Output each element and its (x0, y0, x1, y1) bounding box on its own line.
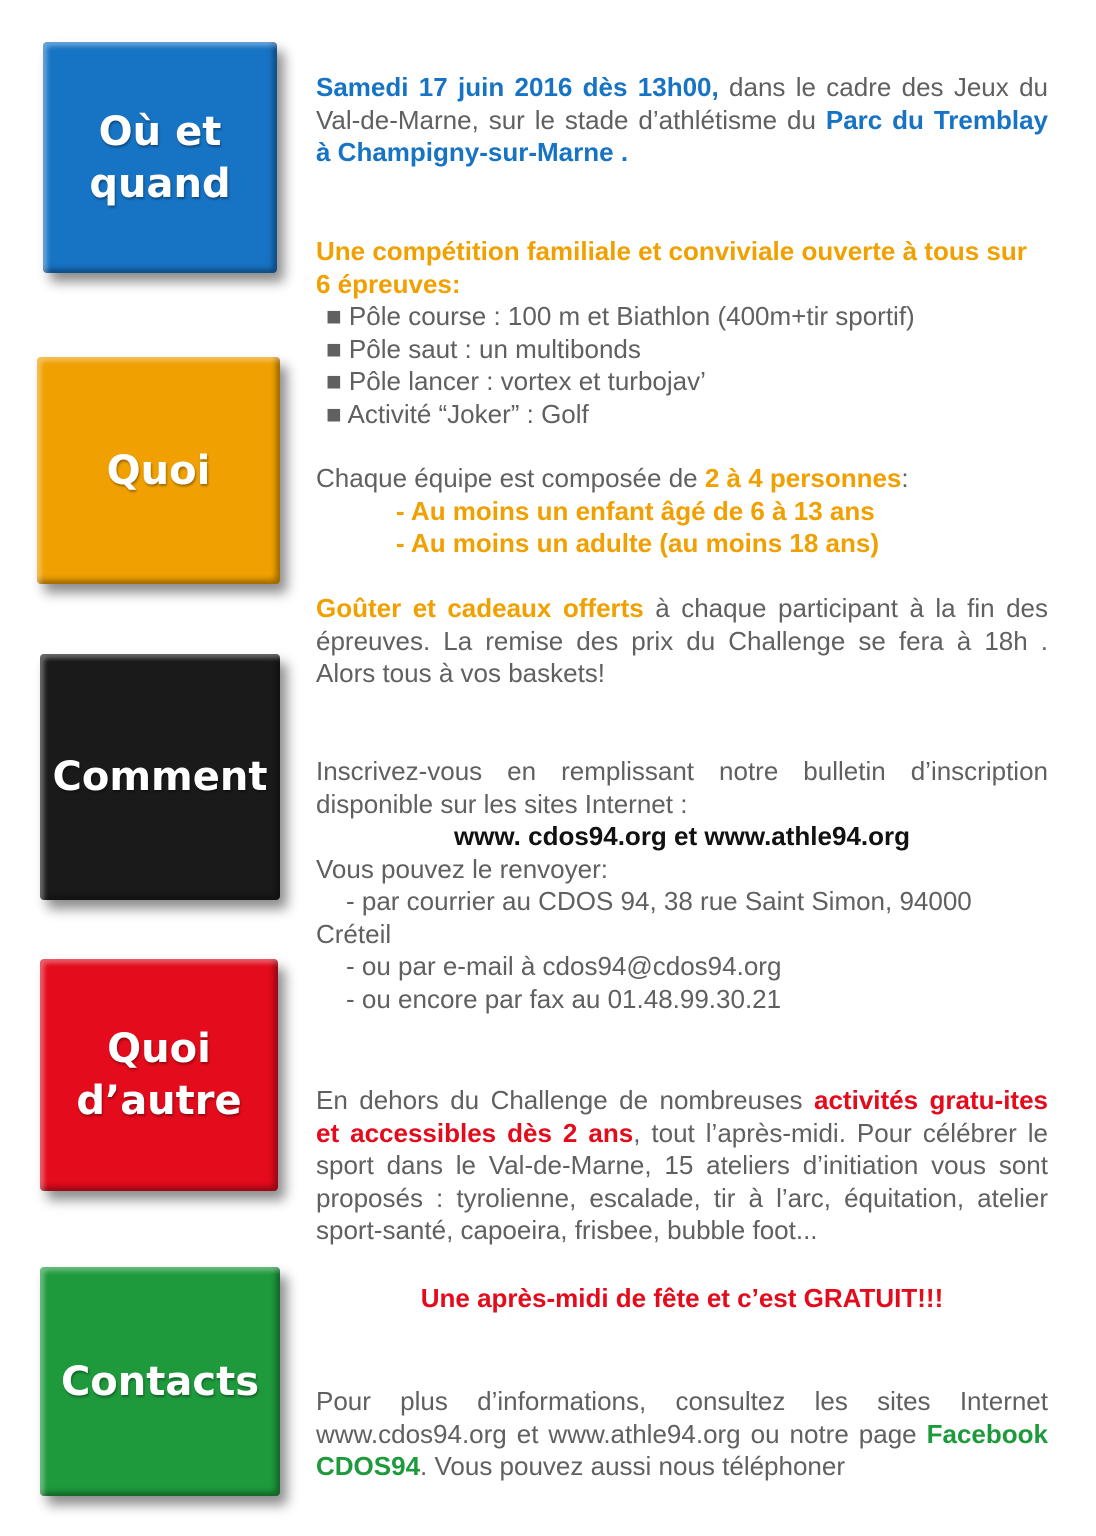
email-address: - ou par e-mail à cdos94@cdos94.org (346, 951, 782, 981)
comment-details (316, 820, 1048, 1015)
event-place: Parc du Tremblay à Champigny-sur-Marne . (316, 104, 1049, 167)
requirement-adult: - Au moins un adulte (au moins 18 ans) (396, 528, 879, 558)
mail-city: Créteil (316, 918, 392, 949)
tile-comment-label: Comment (52, 754, 268, 800)
facebook-link[interactable]: Facebook CDOS94 (316, 1418, 1048, 1481)
websites: www. cdos94.org et www.athle94.org (453, 821, 911, 851)
list-item: ■ Pôle saut : un multibonds (326, 333, 641, 364)
events-list (316, 300, 1048, 430)
list-item: ■ Pôle lancer : vortex et turbojav’ (326, 366, 706, 396)
list-item: ■ Pôle course : 100 m et Biathlon (400m+tir sportif) (326, 301, 915, 331)
activities-prefix: En dehors du Challenge de nombreuses (316, 1085, 815, 1115)
fax-number: - ou encore par fax au 01.48.99.30.21 (346, 983, 782, 1014)
contacts-paragraph (316, 1385, 1048, 1483)
tile-quoi-autre-line1: Quoi (107, 1026, 211, 1072)
requirement-child: - Au moins un enfant âgé de 6 à 13 ans (396, 495, 875, 526)
tile-quoi-autre-line2: d’autre (76, 1078, 242, 1124)
registration-intro: Inscrivez-vous en remplissant notre bulletin d’inscription disponible sur les sites Internet : (316, 756, 1048, 819)
gifts-text: à chaque participant à la fin des épreuves. La remise des prix du Challenge se fera à 18h . Alors tous à vos baskets! (316, 593, 1048, 688)
tile-quoi-autre (40, 959, 278, 1191)
slogan: Une après-midi de fête et c’est GRATUIT!!! (420, 1283, 944, 1313)
team-prefix: Chaque équipe est composée de (316, 463, 705, 493)
tile-ou-quand-line2: quand (89, 160, 231, 207)
event-date: Samedi 17 juin 2016 dès 13h00, (316, 72, 719, 102)
send-intro: Vous pouvez le renvoyer: (316, 853, 608, 884)
gifts-paragraph (316, 592, 1048, 690)
gifts-highlight: Goûter et cadeaux offerts (316, 593, 644, 623)
team-composition (316, 462, 1048, 560)
tile-ou-quand-line1: Où et (98, 108, 222, 155)
ou-quand-paragraph (316, 71, 1048, 169)
comment-intro (316, 755, 1048, 820)
activities-text: , tout l’après-midi. Pour célébrer le sport dans le Val-de-Marne, 15 ateliers d’initiation vous sont proposés : tyrolienne, escalade, tir à l’arc, équitation, atelier sport-santé, capoeira, frisbee, bubble foot... (316, 1117, 1048, 1245)
competition-headline: Une compétition familiale et conviviale ouverte à tous sur 6 épreuves: (316, 236, 1027, 299)
tile-ou-quand (43, 42, 277, 273)
team-size: 2 à 4 personnes (704, 463, 902, 493)
tile-contacts (40, 1267, 280, 1496)
event-context: dans le cadre des Jeux du Val-de-Marne, sur le stade d’athlétisme du (316, 72, 1048, 135)
team-suffix: : (901, 463, 909, 493)
mail-address: - par courrier au CDOS 94, 38 rue Saint Simon, 94000 (346, 886, 972, 916)
contacts-suffix: . Vous pouvez aussi nous téléphoner (420, 1451, 846, 1481)
slogan-block (316, 1282, 1048, 1315)
tile-contacts-label: Contacts (60, 1358, 260, 1405)
contacts-text: Pour plus d’informations, consultez les sites Internet www.cdos94.org et www.athle94.org ou notre page (316, 1386, 1048, 1449)
tile-quoi-label: Quoi (106, 447, 211, 494)
quoi-headline (316, 235, 1048, 300)
tile-comment (40, 654, 280, 900)
tile-quoi (37, 357, 280, 584)
activities-highlight: activités gratu-ites et accessibles dès 2 ans (316, 1085, 1048, 1148)
quoi-autre-paragraph (316, 1084, 1048, 1247)
list-item: ■ Activité “Joker” : Golf (326, 398, 589, 429)
